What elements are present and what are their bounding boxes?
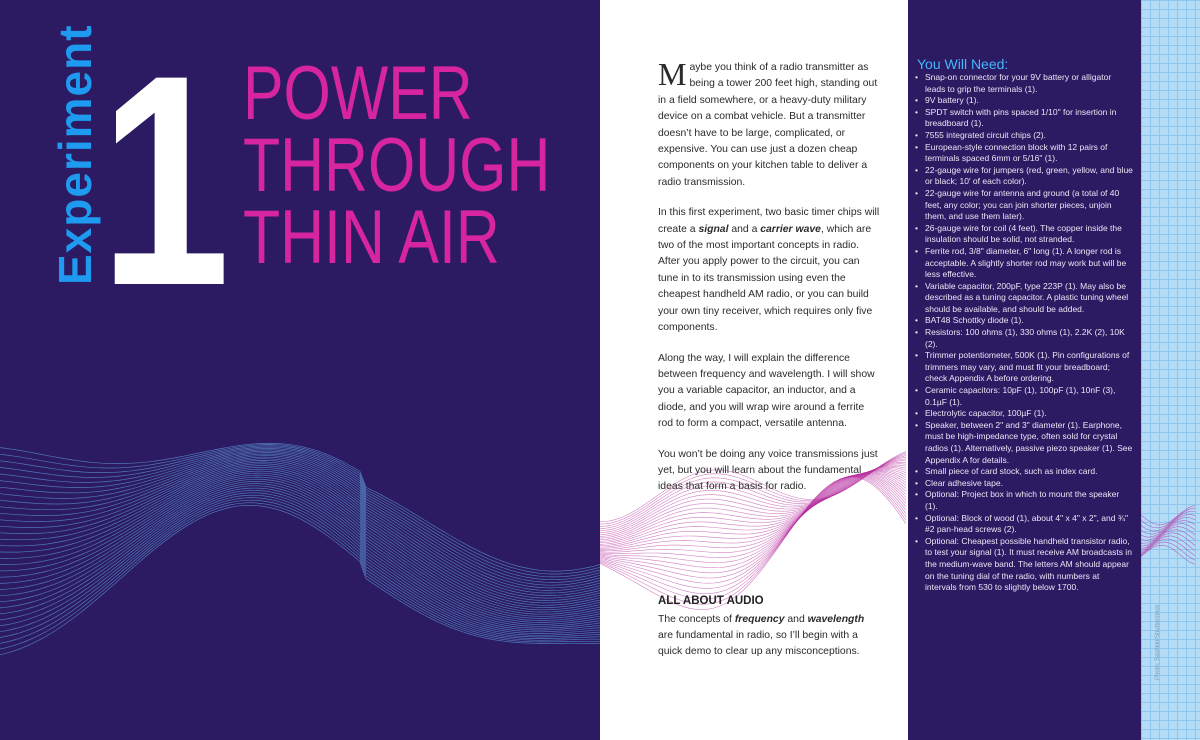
parts-list-item: • 7555 integrated circuit chips (2). — [915, 130, 1133, 142]
drop-cap: M — [658, 56, 687, 92]
parts-list-item: • Resistors: 100 ohms (1), 330 ohms (1), 2.2K (2), 10K (2). — [915, 327, 1133, 350]
audio-heading: ALL ABOUT AUDIO — [658, 595, 764, 607]
intro-paragraph-4: You won’t be doing any voice transmissions just yet, but you will learn about the fundamental ideas that form a basis for radio. — [658, 448, 878, 493]
audio-text: The concepts of frequency and wavelength are fundamental in radio, so I’ll begin with a quick demo to clear up any misconceptions. — [658, 614, 865, 657]
parts-list-item: • Optional: Cheapest possible handheld transistor radio, to test your signal (1). It must receive AM broadcasts in the medium-wave band. The letters AM should appear on the tuning dial of the radio, with numbers at intervals from 530 to slightly below 1700. — [915, 536, 1133, 594]
intro-paragraph-3: Along the way, I will explain the difference between frequency and wavelength. I will show you a variable capacitor, an inductor, and a diode, and you will wrap wire around a ferrite rod to form a compact, versatile antenna. — [658, 352, 875, 430]
grid-wave-art — [1141, 0, 1200, 740]
photo-credit: Photo: Sashkin/Shutterstock — [1155, 604, 1161, 680]
carrier-term: carrier wave — [760, 223, 821, 235]
intro-text — [658, 56, 880, 510]
experiment-number: 1 — [100, 12, 223, 348]
parts-list-item: • Snap-on connector for your 9V battery or alligator leads to grip the terminals (1). — [915, 72, 1133, 95]
you-will-need-title: You Will Need: — [917, 56, 1009, 72]
intro-paragraph-2: In this first experiment, two basic timer chips will create a signal and a carrier wave, which are two of the most important concepts in radio. After you apply power to the circuit, you can tune in to its transmission using even the cheapest handheld AM radio, or you can build your own tiny receiver, which requires only five components. — [658, 207, 880, 334]
parts-list-item: • Trimmer potentiometer, 500K (1). Pin configurations of trimmers may vary, and must fit your breadboard; check Appendix A before ordering. — [915, 350, 1133, 385]
parts-list-item: • European-style connection block with 12 pairs of terminals spaced 6mm or 5/16" (1). — [915, 142, 1133, 165]
experiment-label: Experiment — [49, 24, 101, 285]
parts-list — [915, 72, 1133, 594]
parts-list-item: • 9V battery (1). — [915, 95, 1133, 107]
parts-list-item: • 22-gauge wire for jumpers (red, green, yellow, and blue or black; 10' of each color). — [915, 165, 1133, 188]
title-line-3: THIN AIR — [243, 195, 500, 280]
chapter-title — [243, 51, 551, 280]
parts-list-item: • 26-gauge wire for coil (4 feet). The copper inside the insulation should be solid, not stranded. — [915, 223, 1133, 246]
grid-strip — [1141, 0, 1200, 740]
parts-list-item: • Small piece of card stock, such as index card. — [915, 466, 1133, 478]
parts-list-item: • BAT48 Schottky diode (1). — [915, 315, 1133, 327]
parts-list-item: • Ferrite rod, 3/8" diameter, 6" long (1). A longer rod is acceptable. A slightly shorter rod may work but will be less effective. — [915, 246, 1133, 281]
parts-list-item: • Speaker, between 2" and 3" diameter (1). Earphone, must be high-impedance type, often sold for crystal radios (1). Alternatively, passive piezo speaker (1). See Appendix A for details. — [915, 420, 1133, 466]
parts-list-item: • Variable capacitor, 200pF, type 223P (1). May also be described as a tuning capacitor. A plastic tuning wheel should be available, and should be added. — [915, 281, 1133, 316]
title-line-1: POWER — [243, 51, 473, 136]
parts-list-item: • Optional: Project box in which to mount the speaker (1). — [915, 489, 1133, 512]
parts-list-item: • 22-gauge wire for antenna and ground (a total of 40 feet, any color; you can join shorter pieces, unjoin them, and use them later). — [915, 188, 1133, 223]
parts-list-item: • Electrolytic capacitor, 100µF (1). — [915, 408, 1133, 420]
parts-list-item: • SPDT switch with pins spaced 1/10" for insertion in breadboard (1). — [915, 107, 1133, 130]
parts-list-item: • Clear adhesive tape. — [915, 478, 1133, 490]
parts-list-item: • Ceramic capacitors: 10pF (1), 100pF (1), 10nF (3), 0.1µF (1). — [915, 385, 1133, 408]
title-line-2: THROUGH — [243, 123, 551, 208]
parts-list-item: • Optional: Block of wood (1), about 4" x 4" x 2", and ¾" #2 pan-head screws (2). — [915, 513, 1133, 536]
intro-paragraph-1: Maybe you think of a radio transmitter as being a tower 200 feet high, standing out in a field somewhere, or a heavy-duty military device on a combat vehicle. But a transmitter doesn’t have to be large, complicated, or expensive. You can use just a dozen cheap components on your kitchen table to deliver a radio transmission. — [658, 56, 878, 188]
signal-term: signal — [698, 223, 729, 235]
